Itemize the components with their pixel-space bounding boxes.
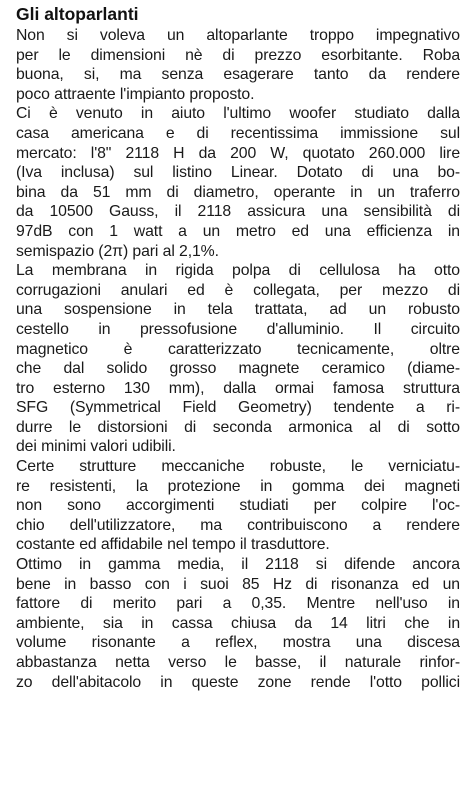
text-line: La membrana in rigida polpa di cellulosa ha otto [16, 262, 460, 280]
text-line: fattore di merito pari a 0,35. Mentre nell'uso in [16, 595, 460, 613]
text-line: SFG (Symmetrical Field Geometry) tendente a ri- [16, 399, 460, 417]
text-line: bene in basso con i suoi 85 Hz di risonanza ed un [16, 575, 460, 593]
text-line: 97dB con 1 watt a un metro ed una efficienza in [16, 222, 460, 240]
text-line: Non si voleva un altoparlante troppo impegnativo [16, 27, 460, 44]
text-line: chio dell'utilizzatore, ma contribuiscono a rendere [16, 516, 460, 534]
article-title: Gli altoparlanti [16, 4, 139, 24]
text-line: Ottimo in gamma media, il 2118 si difende ancora [16, 556, 460, 574]
text-line: re resistenti, la protezione in gomma dei magneti [16, 477, 460, 495]
article [16, 4, 460, 692]
text-line: per le dimensioni nè di prezzo esorbitante. Roba [16, 46, 460, 64]
text-line: durre le distorsioni di seconda armonica al di sotto [16, 418, 460, 436]
text-line: abbastanza netta verso le basse, il naturale rinfor- [16, 654, 460, 671]
text-line: ambiente, sia in cassa chiusa da 14 litri che in [16, 614, 460, 632]
text-line: (Iva inclusa) sul listino Linear. Dotato di una bo- [16, 164, 460, 182]
text-line: volume risonante a reflex, mostra una discesa [16, 634, 460, 652]
text-line: buona, si, ma senza esagerare tanto da rendere [16, 66, 460, 84]
text-line: dei minimi valori udibili. [16, 438, 176, 456]
text-line: corrugazioni anulari ed è collegata, per mezzo di [16, 281, 460, 299]
text-line: costante ed affidabile nel tempo il trasduttore. [16, 536, 330, 554]
text-line: bina da 51 mm di diametro, operante in un traferro [16, 183, 460, 201]
text-line: non sono accorgimenti studiati per colpire l'oc- [16, 497, 460, 515]
text-line: cestello in pressofusione d'alluminio. Il circuito [16, 320, 460, 338]
text-line: tro esterno 130 mm), dalla ormai famosa struttura [16, 379, 460, 397]
paragraph [16, 261, 460, 457]
paragraph [16, 104, 460, 261]
text-line: da 10500 Gauss, il 2118 assicura una sensibilità di [16, 203, 460, 221]
paragraph [16, 457, 460, 555]
article-body [16, 26, 460, 692]
text-line: Ci è venuto in aiuto l'ultimo woofer studiato dalla [16, 105, 460, 123]
text-line: zo dell'abitacolo in queste zone rende l'otto pollici [16, 673, 460, 691]
paragraph [16, 555, 460, 692]
text-line: poco attraente l'impianto proposto. [16, 85, 255, 103]
text-line: Certe strutture meccaniche robuste, le verniciatu- [16, 458, 460, 476]
text-line: mercato: l'8" 2118 H da 200 W, quotato 260.000 lire [16, 144, 460, 162]
text-line: magnetico è caratterizzato tecnicamente, oltre [16, 340, 460, 358]
paragraph [16, 26, 460, 104]
text-line: casa americana e di recentissima immissione sul [16, 124, 460, 142]
text-line: una sospensione in tela trattata, ad un robusto [16, 301, 460, 319]
text-line: semispazio (2π) pari al 2,1%. [16, 242, 219, 260]
text-line: che dal solido grosso magnete ceramico (diame- [16, 360, 460, 378]
